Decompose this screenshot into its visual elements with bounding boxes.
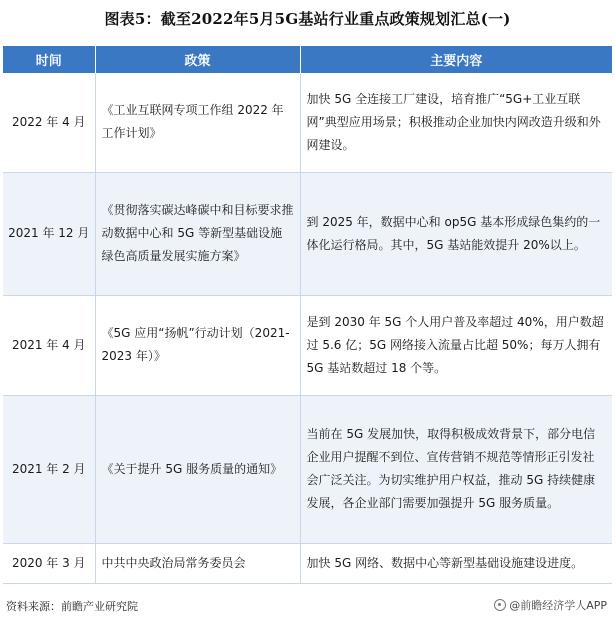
row-content: 当前在 5G 发展加快，取得积极成效背景下，部分电信企业用户提醒不到位、宣传营销不规范等情形正引发社会广泛关注。为切实维护用户权益，推动 5G 持续健康发展，各企业部门需要加强提升 5G 服务质量。: [300, 395, 612, 543]
page-title: 图表5：截至2022年5月5G基站行业重点政策规划汇总(一): [104, 10, 511, 28]
header-content: 主要内容: [300, 46, 612, 73]
row-content: 到 2025 年，数据中心和 op5G 基本形成绿色集约的一体化运行格局。其中，5G 基站能效提升 20%以上。: [300, 172, 612, 295]
table-row: [3, 543, 612, 583]
header-time: 时间: [3, 46, 95, 73]
policy-table: [3, 46, 612, 584]
source-note: 资料来源：前瞻产业研究院: [6, 600, 138, 613]
table-row: [3, 295, 612, 395]
table-row: [3, 172, 612, 295]
row-time: 2020 年 3 月: [3, 543, 95, 583]
table-row: [3, 73, 612, 172]
row-time: 2022 年 4 月: [3, 73, 95, 172]
row-time: 2021 年 2 月: [3, 395, 95, 543]
table-row: [3, 395, 612, 543]
row-time: 2021 年 12 月: [3, 172, 95, 295]
brand-logo-icon: [494, 599, 506, 611]
brand-credit: [494, 597, 607, 613]
row-policy: 《工业互联网专项工作组 2022 年工作计划》: [95, 73, 300, 172]
row-content: 是到 2030 年 5G 个人用户普及率超过 40%，用户数超过 5.6 亿；5G 网络接入流量占比超 50%；每万人拥有 5G 基站数超过 18 个等。: [300, 295, 612, 395]
row-policy: 《贯彻落实碳达峰碳中和目标要求推动数据中心和 5G 等新型基础设施绿色高质量发展实施方案》: [95, 172, 300, 295]
row-content: 加快 5G 全连接工厂建设，培育推广“5G+工业互联网”典型应用场景；积极推动企业加快内网改造升级和外网建设。: [300, 73, 612, 172]
row-policy: 中共中央政治局常务委员会: [95, 543, 300, 583]
row-content: 加快 5G 网络、数据中心等新型基础设施建设进度。: [300, 543, 612, 583]
header-policy: 政策: [95, 46, 300, 73]
brand-text: @前瞻经济学人APP: [509, 599, 607, 612]
row-time: 2021 年 4 月: [3, 295, 95, 395]
row-policy: 《5G 应用“扬帆”行动计划（2021-2023 年）》: [95, 295, 300, 395]
row-policy: 《关于提升 5G 服务质量的通知》: [95, 395, 300, 543]
table-header-row: [3, 46, 612, 73]
